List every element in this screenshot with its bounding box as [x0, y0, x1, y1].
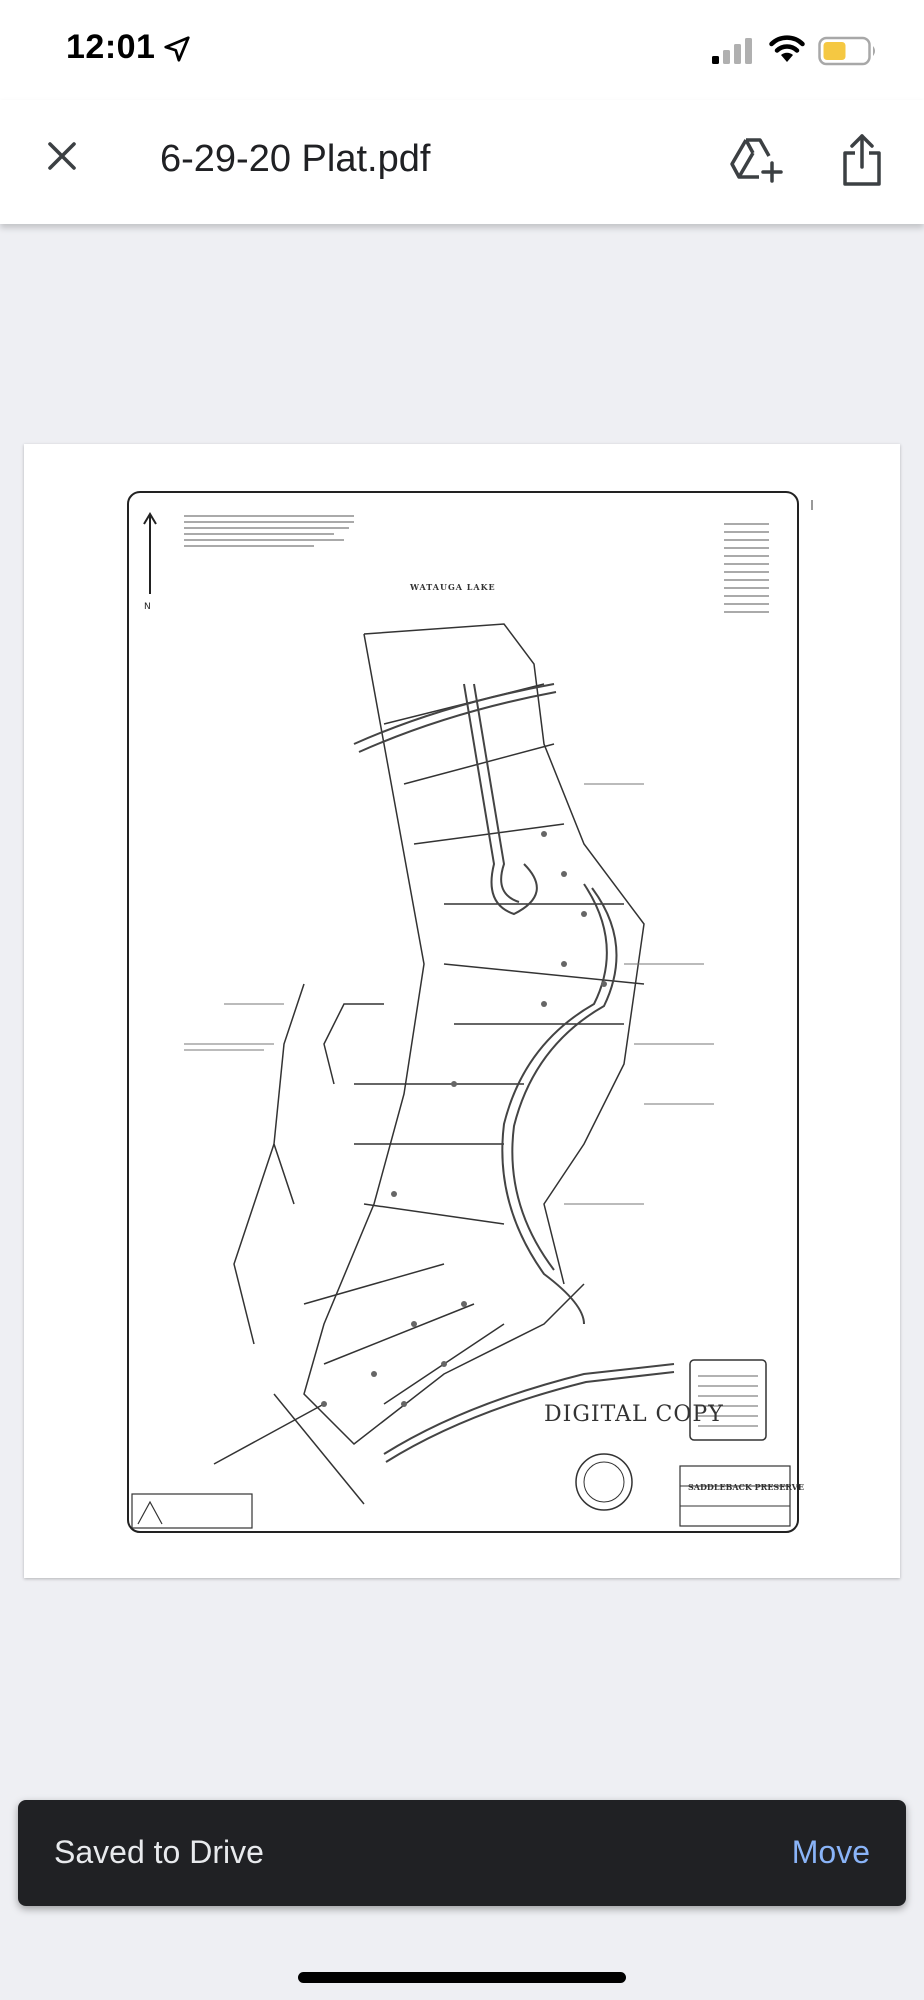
pdf-page[interactable]: [24, 444, 900, 1578]
drive-add-icon: [729, 137, 783, 183]
cellular-signal-icon: [712, 38, 754, 64]
home-indicator[interactable]: [298, 1972, 626, 1983]
viewer-toolbar: [0, 100, 924, 224]
location-arrow-icon: [162, 34, 192, 64]
wifi-icon: [768, 34, 806, 64]
snackbar-message: Saved to Drive: [54, 1834, 264, 1870]
status-time: 12:01: [66, 28, 156, 66]
digital-copy-stamp: DIGITAL COPY: [544, 1402, 724, 1427]
snackbar: [18, 1800, 906, 1906]
add-to-drive-button[interactable]: [724, 128, 788, 192]
plat-drawing: [24, 444, 900, 1578]
document-title: 6-29-20 Plat.pdf: [160, 138, 431, 180]
project-title: SADDLEBACK PRESERVE: [688, 1482, 804, 1492]
lake-label: WATAUGA LAKE: [410, 582, 496, 592]
move-button[interactable]: Move: [791, 1834, 870, 1870]
status-bar: [0, 0, 924, 100]
svg-text:N: N: [144, 602, 151, 612]
close-button[interactable]: [34, 128, 90, 184]
close-icon: [44, 138, 80, 174]
battery-icon: [818, 36, 878, 66]
share-button[interactable]: [834, 128, 890, 192]
share-icon: [841, 133, 883, 187]
